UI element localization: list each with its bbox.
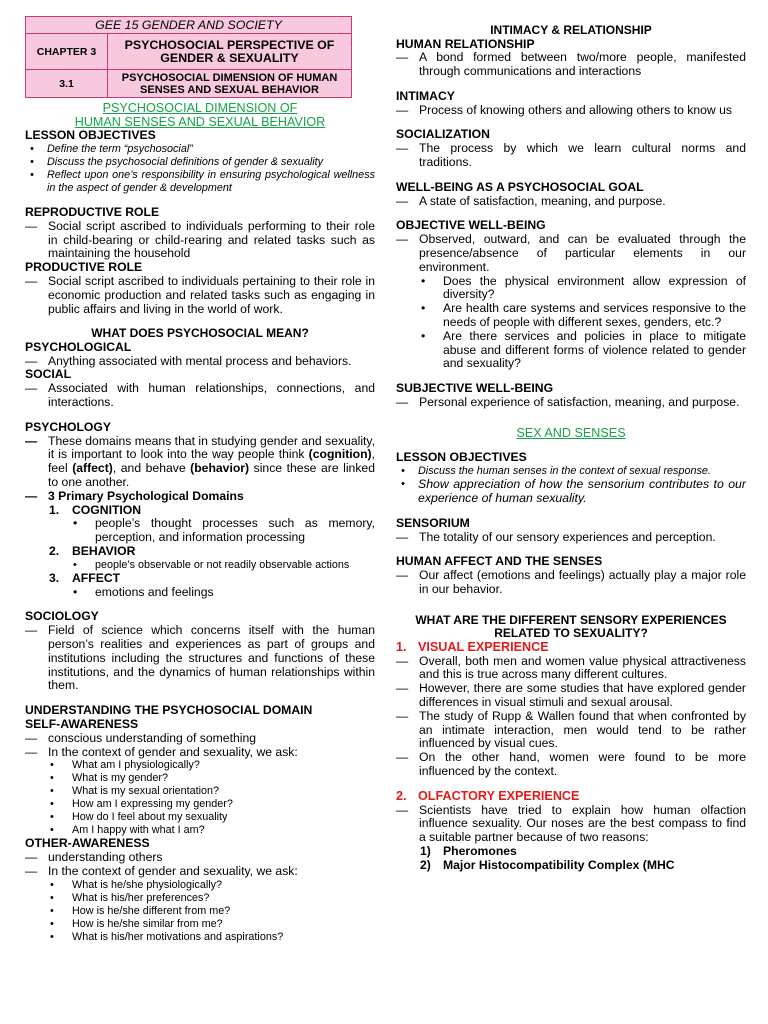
item-number: 2) <box>420 857 431 872</box>
bullet-item: • people’s observable or not readily observable actions <box>25 559 375 572</box>
centered-heading: WHAT DOES PSYCHOSOCIAL MEAN? <box>91 326 309 341</box>
section-heading: WELL-BEING AS A PSYCHOSOCIAL GOAL <box>396 179 644 194</box>
numbered-heading-red <box>396 641 746 655</box>
bullet-item: • emotions and feelings <box>25 586 375 600</box>
dash-item: — Social script ascribed to individuals pertaining to their role in economic production and related tasks such as engaging in public affairs and living in the world of work. <box>25 275 375 316</box>
bullet-item: • Are health care systems and services responsive to the needs of people with different sexes, genders, etc.? <box>396 302 746 330</box>
dash-item: — Scientists have tried to explain how human olfaction influence sexuality. Our noses are the best compass to find a suitable partner because of two reasons: <box>396 804 746 845</box>
item-text: Major Histocompatibility Complex (MHC <box>443 857 675 872</box>
centered-heading: INTIMACY & RELATIONSHIP <box>490 23 652 37</box>
objective-item: • Discuss the psychosocial definitions of gender & sexuality <box>25 156 375 169</box>
dash-item: — Social script ascribed to individuals performing to their role in child-bearing or child-rearing and related tasks such as maintaining the household <box>25 220 375 261</box>
section-heading: SOCIAL <box>25 367 72 382</box>
bold-term: 3 Primary Psychological Domains <box>48 488 244 503</box>
section-heading: LESSON OBJECTIVES <box>25 128 156 143</box>
dash-item: — Our affect (emotions and feelings) actually play a major role in our behavior. <box>396 569 746 597</box>
question-item: • What is my sexual orientation? <box>25 785 375 798</box>
question-item: • Am I happy with what I am? <box>25 824 375 837</box>
item-number: 3. <box>49 570 60 585</box>
item-number: 1) <box>420 843 431 858</box>
dash-item: — Associated with human relationships, connections, and interactions. <box>25 382 375 410</box>
heading-number: 2. <box>396 788 407 803</box>
section-heading: PSYCHOLOGY <box>25 419 112 434</box>
section-heading: REPRODUCTIVE ROLE <box>25 204 160 219</box>
section-heading: UNDERSTANDING THE PSYCHOSOCIAL DOMAIN <box>25 703 313 718</box>
item-text: BEHAVIOR <box>72 544 136 559</box>
question-item: • What is my gender? <box>25 772 375 785</box>
bullet-item: • people’s thought processes such as memory, perception, and information processing <box>25 517 375 545</box>
section-heading: OTHER-AWARENESS <box>25 836 150 851</box>
course-header-table <box>25 16 352 98</box>
dash-item: — understanding others <box>25 851 375 865</box>
section-title-green <box>396 427 746 441</box>
text-run: since these are linked to one another. <box>48 461 375 490</box>
section-heading: SENSORIUM <box>396 515 470 530</box>
spacer <box>396 410 746 421</box>
dash-item: — Anything associated with mental process and behaviors. <box>25 355 375 369</box>
section-label: 3.1 <box>26 70 108 98</box>
numbered-item <box>396 845 746 859</box>
section-title-line: HUMAN SENSES AND SEXUAL BEHAVIOR <box>74 114 326 129</box>
dash-item: — Observed, outward, and can be evaluated through the presence/absence of particular elements in our environment. <box>396 233 746 274</box>
question-item: • What am I physiologically? <box>25 759 375 772</box>
section-heading: SOCIALIZATION <box>396 127 490 142</box>
spacer <box>396 597 746 608</box>
objective-item: • Show appreciation of how the sensorium contributes to our experience of human sexuality. <box>396 478 746 506</box>
item-text: Pheromones <box>443 843 517 858</box>
dash-item: — A bond formed between two/more people, manifested through communications and interactions <box>396 51 746 79</box>
numbered-item <box>25 572 375 586</box>
heading-text: VISUAL EXPERIENCE <box>418 639 549 654</box>
text-run: , feel <box>48 447 375 476</box>
question-item: • How is he/she similar from me? <box>25 918 375 931</box>
question-item: • How is he/she different from me? <box>25 905 375 918</box>
section-heading: PSYCHOLOGICAL <box>25 339 132 354</box>
item-number: 1. <box>49 502 60 517</box>
dash-item: — A state of satisfaction, meaning, and purpose. <box>396 195 746 209</box>
section-title: PSYCHOSOCIAL DIMENSION OF HUMAN SENSES AND SEXUAL BEHAVIOR <box>108 70 352 98</box>
section-heading: OBJECTIVE WELL-BEING <box>396 218 546 233</box>
section-heading: LESSON OBJECTIVES <box>396 450 527 465</box>
dash-item: — In the context of gender and sexuality, we ask: <box>25 865 375 879</box>
objective-item: • Discuss the human senses in the context of sexual response. <box>396 465 746 478</box>
numbered-item <box>25 545 375 559</box>
chapter-label: CHAPTER 3 <box>26 34 108 70</box>
bold-term: (behavior) <box>190 461 250 476</box>
section-heading: SUBJECTIVE WELL-BEING <box>396 381 554 396</box>
bullet-item: • Does the physical environment allow expression of diversity? <box>396 275 746 303</box>
dash-item: — Field of science which concerns itself with the human person’s realities and experiences as part of groups and institutions including the structures and functions of these institutions, and the dynamics of human relationships within them. <box>25 624 375 693</box>
question-item: • What is his/her motivations and aspirations? <box>25 931 375 944</box>
centered-heading: WHAT ARE THE DIFFERENT SENSORY EXPERIENCES RELATED TO SEXUALITY? <box>415 612 727 641</box>
bold-term: (affect) <box>72 461 113 476</box>
section-heading: HUMAN RELATIONSHIP <box>396 36 535 51</box>
question-item: • How do I feel about my sexuality <box>25 811 375 824</box>
dash-item: — Personal experience of satisfaction, meaning, and purpose. <box>396 396 746 410</box>
section-heading: INTIMACY <box>396 88 455 103</box>
chapter-title: PSYCHOSOCIAL PERSPECTIVE OF GENDER & SEXUALITY <box>108 34 352 70</box>
section-title-line: PSYCHOSOCIAL DIMENSION OF <box>102 101 298 115</box>
dash-item: — Process of knowing others and allowing others to know us <box>396 104 746 118</box>
objective-item: • Reflect upon one’s responsibility in ensuring psychological wellness in the aspect of gender & development <box>25 169 375 195</box>
dash-item: — The study of Rupp & Wallen found that when confronted by an intimate interaction, men would tend to be rather influenced by visual cues. <box>396 710 746 751</box>
text-run: These domains means that in studying gender and sexuality, it is important to look into the way people think <box>48 433 375 462</box>
left-column <box>25 96 375 944</box>
dash-item: — On the other hand, women were found to be more influenced by the context. <box>396 751 746 779</box>
bullet-item: • Are there services and policies in place to mitigate abuse and different forms of violence related to gender and sexuality? <box>396 330 746 371</box>
heading-text: OLFACTORY EXPERIENCE <box>418 788 580 803</box>
section-heading: SELF-AWARENESS <box>25 716 139 731</box>
text-run: , and behave <box>112 461 191 476</box>
right-column <box>396 24 746 873</box>
section-heading: HUMAN AFFECT AND THE SENSES <box>396 554 603 569</box>
course-title: GEE 15 GENDER AND SOCIETY <box>26 17 352 34</box>
section-title-green <box>25 102 375 129</box>
dash-item <box>25 490 375 504</box>
question-item: • What is his/her preferences? <box>25 892 375 905</box>
dash-item: — However, there are some studies that have explored gender differences in visual stimuli and sexual arousal. <box>396 682 746 710</box>
heading-number: 1. <box>396 639 407 654</box>
item-text: COGNITION <box>72 502 142 517</box>
item-text: AFFECT <box>72 570 121 585</box>
dash-item: — In the context of gender and sexuality, we ask: <box>25 746 375 760</box>
dash-item: — Overall, both men and women value physical attractiveness and this is true across many different cultures. <box>396 655 746 683</box>
question-item: • How am I expressing my gender? <box>25 798 375 811</box>
numbered-item <box>25 504 375 518</box>
numbered-item <box>396 859 746 873</box>
dash-item: — conscious understanding of something <box>25 732 375 746</box>
section-title-line: SEX AND SENSES <box>516 425 626 440</box>
dash-item: — The process by which we learn cultural norms and traditions. <box>396 142 746 170</box>
question-item: • What is he/she physiologically? <box>25 879 375 892</box>
section-heading: SOCIOLOGY <box>25 609 99 624</box>
item-number: 2. <box>49 544 60 559</box>
objective-item: • Define the term “psychosocial” <box>25 143 375 156</box>
section-heading: PRODUCTIVE ROLE <box>25 260 143 275</box>
dash-item: — The totality of our sensory experiences and perception. <box>396 531 746 545</box>
numbered-heading-red <box>396 790 746 804</box>
dash-item <box>25 435 375 490</box>
bold-term: (cognition) <box>308 447 372 462</box>
